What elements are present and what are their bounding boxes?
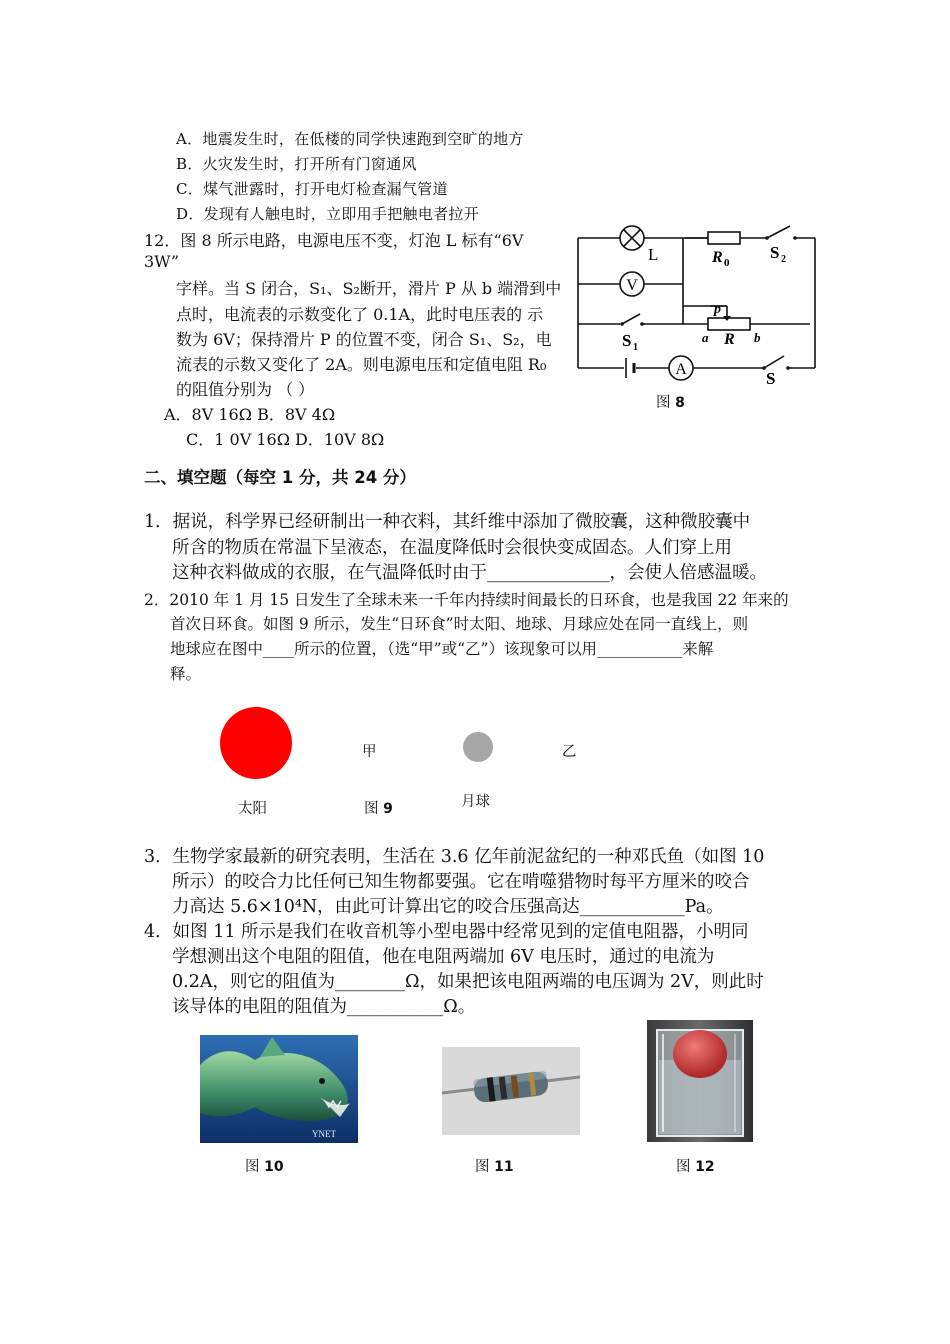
q12-line-7: 的阻值分别为 （ ） — [176, 380, 315, 399]
q1-line-3: 这种衣料做成的衣服，在气温降低时由于______________，会使人倍感温暖。 — [172, 563, 767, 583]
fig10-fish-photo — [200, 1035, 358, 1143]
fig11-resistor-photo — [442, 1047, 580, 1135]
s1-label: S — [622, 331, 632, 350]
q12-line-4: 点时，电流表的示数变化了 0.1A，此时电压表的 示 — [176, 305, 544, 324]
q4-line-4: 该导体的电阻的阻值为___________Ω。 — [172, 997, 476, 1017]
q1-line-2: 所含的物质在常温下呈液态，在温度降低时会很快变成固态。人们穿上用 — [172, 538, 732, 558]
q11-option-a: A．地震发生时，在低楼的同学快速跑到空旷的地方 — [176, 130, 524, 148]
q4-line-2: 学想测出这个电阻的阻值，他在电阻两端加 6V 电压时，通过的电流为 — [172, 947, 715, 967]
sun-disc — [220, 707, 292, 779]
fig9-caption — [364, 797, 393, 818]
voltmeter-label: V — [626, 277, 638, 294]
q4-line-1: 4．如图 11 所示是我们在收音机等小型电器中经常见到的定值电阻器，小明同 — [144, 922, 749, 942]
fig10-number: 10 — [264, 1159, 284, 1175]
fig11-number: 11 — [494, 1159, 514, 1175]
position-yi: 乙 — [562, 744, 577, 760]
rheostat-end-b: b — [754, 330, 761, 345]
fig12-caption — [676, 1155, 715, 1176]
q11-option-d: D．发现有人触电时，立即用手把触电者拉开 — [176, 205, 480, 223]
section-heading: 二、填空题（每空 1 分，共 24 分） — [144, 468, 416, 487]
s2-subscript: 2 — [781, 254, 786, 265]
r0-label: R — [712, 249, 723, 266]
q2-line-1: 2．2010 年 1 月 15 日发生了全球未来一千年内持续时间最长的日环食，也是我国 22 年来的 — [144, 591, 789, 609]
q12-line-1: 12．图 8 所示电路，电源电压不变，灯泡 L 标有“6V — [144, 231, 524, 250]
q3-line-1: 3．生物学家最新的研究表明，生活在 3.6 亿年前泥盆纪的一种邓氏鱼（如图 10 — [144, 847, 765, 867]
q11-option-b: B．火灾发生时，打开所有门窗通风 — [176, 155, 417, 173]
moon-label: 月球 — [461, 794, 490, 810]
fig8-caption — [656, 391, 685, 412]
r0-subscript: 0 — [724, 257, 730, 269]
q12-line-3: 字样。当 S 闭合，S₁、S₂断开，滑片 P 从 b 端滑到中 — [176, 279, 562, 298]
s-label: S — [766, 369, 776, 388]
q3-line-2: 所示）的咬合力比任何已知生物都要强。它在啃噬猎物时每平方厘米的咬合 — [172, 872, 750, 892]
q2-line-3: 地球应在图中____所示的位置，（选“甲”或“乙”）该现象可以用___________来解 — [170, 640, 714, 658]
lamp-label: L — [648, 245, 659, 264]
q12-line-6: 流表的示数又变化了 2A。则电源电压和定值电阻 R₀ — [176, 355, 547, 374]
fig11-caption-text: 图 — [475, 1159, 490, 1175]
rheostat-label: R — [724, 331, 735, 348]
q4-line-3: 0.2A，则它的阻值为________Ω，如果把该电阻两端的电压调为 2V，则此时 — [172, 972, 764, 992]
sun-label: 太阳 — [238, 801, 267, 817]
q12-choices-cd: C．1 0V 16Ω D．10V 8Ω — [186, 430, 385, 449]
fig12-number: 12 — [695, 1159, 715, 1175]
s2-label: S — [770, 243, 780, 262]
fig9-number: 9 — [383, 801, 393, 817]
fig10-caption-text: 图 — [245, 1159, 260, 1175]
q2-line-2: 首次日环食。如图 9 所示，发生“日环食”时太阳、地球、月球应处在同一直线上，则 — [170, 615, 749, 633]
fig8-number: 8 — [675, 395, 685, 411]
ammeter-label: A — [675, 361, 687, 378]
slider-label: p — [714, 302, 721, 317]
circuit-diagram — [570, 218, 820, 388]
moon-disc — [463, 732, 493, 762]
fig10-watermark: YNET — [312, 1129, 336, 1139]
q12-line-5: 数为 6V；保持滑片 P 的位置不变，闭合 S₁、S₂，电 — [176, 330, 552, 349]
fig9-caption-text: 图 — [364, 801, 379, 817]
q2-line-4: 释。 — [170, 665, 202, 683]
q12-line-2: 3W” — [144, 252, 180, 271]
q12-choices-ab: A．8V 16Ω B．8V 4Ω — [164, 405, 336, 424]
rheostat-end-a: a — [702, 330, 709, 345]
fig10-caption — [245, 1155, 284, 1176]
fig11-caption — [475, 1155, 514, 1176]
s1-subscript: 1 — [633, 342, 638, 353]
position-jia: 甲 — [362, 744, 377, 760]
fig12-egg-glass-photo — [647, 1020, 753, 1142]
q11-option-c: C．煤气泄露时，打开电灯检查漏气管道 — [176, 180, 448, 198]
lamp-symbol — [620, 226, 644, 250]
q3-line-3: 力高达 5.6×10⁴N，由此可计算出它的咬合压强高达____________Pa。 — [172, 897, 724, 917]
fig12-caption-text: 图 — [676, 1159, 691, 1175]
q1-line-1: 1．据说，科学界已经研制出一种衣料，其纤维中添加了微胶囊，这种微胶囊中 — [144, 512, 751, 532]
fig8-caption-text: 图 — [656, 395, 671, 411]
